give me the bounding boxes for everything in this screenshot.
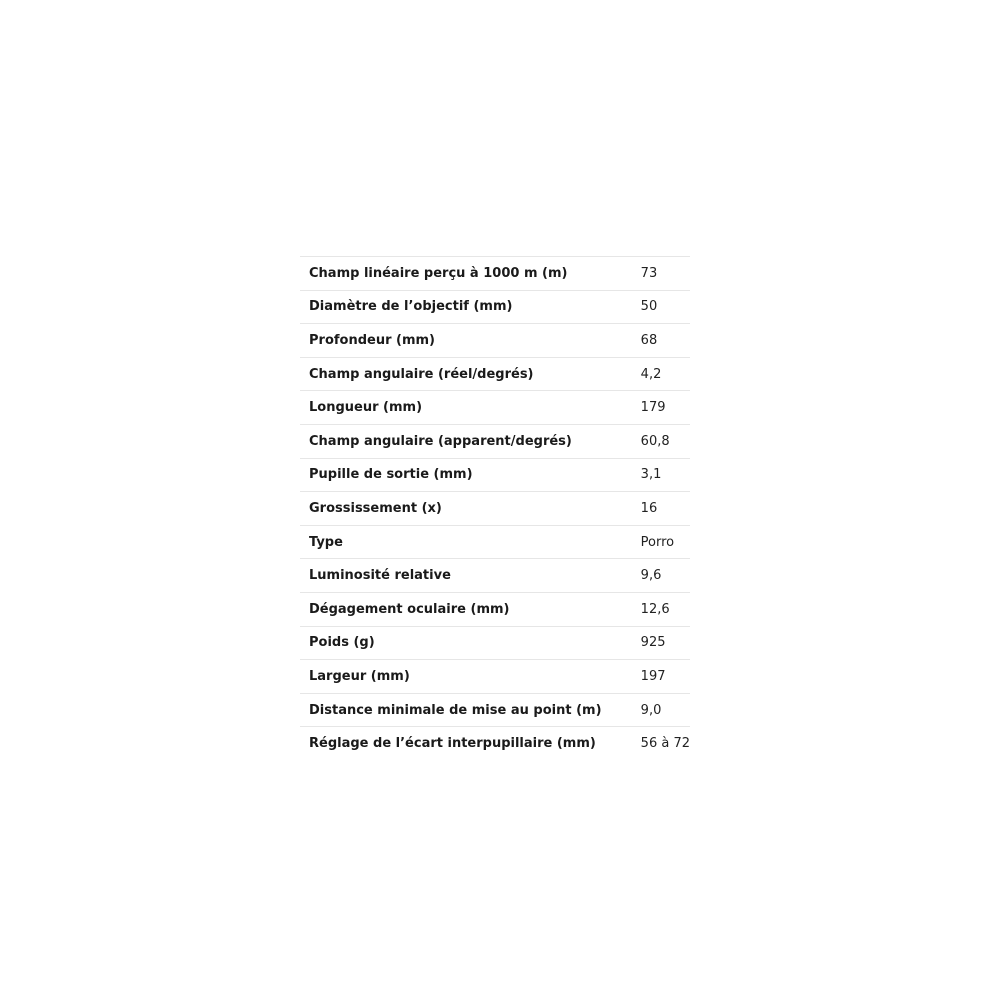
spec-value: 50 [640,299,658,315]
spec-label: Longueur (mm) [309,400,423,416]
spec-label: Pupille de sortie (mm) [309,467,473,483]
table-row [300,559,690,593]
spec-value: 60,8 [640,433,670,449]
spec-label: Réglage de l’écart interpupillaire (mm) [309,736,596,752]
spec-value: 3,1 [640,467,662,483]
table-row [300,257,690,291]
spec-value: 68 [640,332,658,348]
table-row [300,525,690,559]
table-row [300,592,690,626]
spec-label: Poids (g) [309,635,375,651]
spec-value: 12,6 [640,601,670,617]
table-row [300,424,690,458]
spec-value: 56 à 72 [640,736,690,752]
spec-table [300,256,690,760]
spec-value: 179 [640,400,666,416]
spec-value: 73 [640,265,658,281]
spec-value: 925 [640,635,666,651]
table-row [300,693,690,727]
spec-label: Profondeur (mm) [309,332,436,348]
spec-value: 9,0 [640,702,662,718]
table-row [300,626,690,660]
spec-label: Dégagement oculaire (mm) [309,601,510,617]
spec-value: 4,2 [640,366,662,382]
spec-label: Type [309,534,343,550]
spec-label: Diamètre de l’objectif (mm) [309,299,513,315]
spec-label: Champ linéaire perçu à 1000 m (m) [309,265,568,281]
spec-value: 9,6 [640,568,662,584]
spec-label: Luminosité relative [309,568,451,584]
spec-label: Grossissement (x) [309,500,442,516]
table-row [300,727,690,761]
spec-label: Distance minimale de mise au point (m) [309,702,602,718]
table-row [300,357,690,391]
spec-value: Porro [640,534,675,550]
table-row [300,290,690,324]
spec-value: 197 [640,668,666,684]
spec-table-body [300,257,690,761]
spec-label: Champ angulaire (réel/degrés) [309,366,534,382]
table-row [300,324,690,358]
spec-label: Largeur (mm) [309,668,410,684]
table-row [300,492,690,526]
table-row [300,660,690,694]
spec-value: 16 [640,500,658,516]
table-row [300,458,690,492]
spec-label: Champ angulaire (apparent/degrés) [309,433,572,449]
table-row [300,391,690,425]
